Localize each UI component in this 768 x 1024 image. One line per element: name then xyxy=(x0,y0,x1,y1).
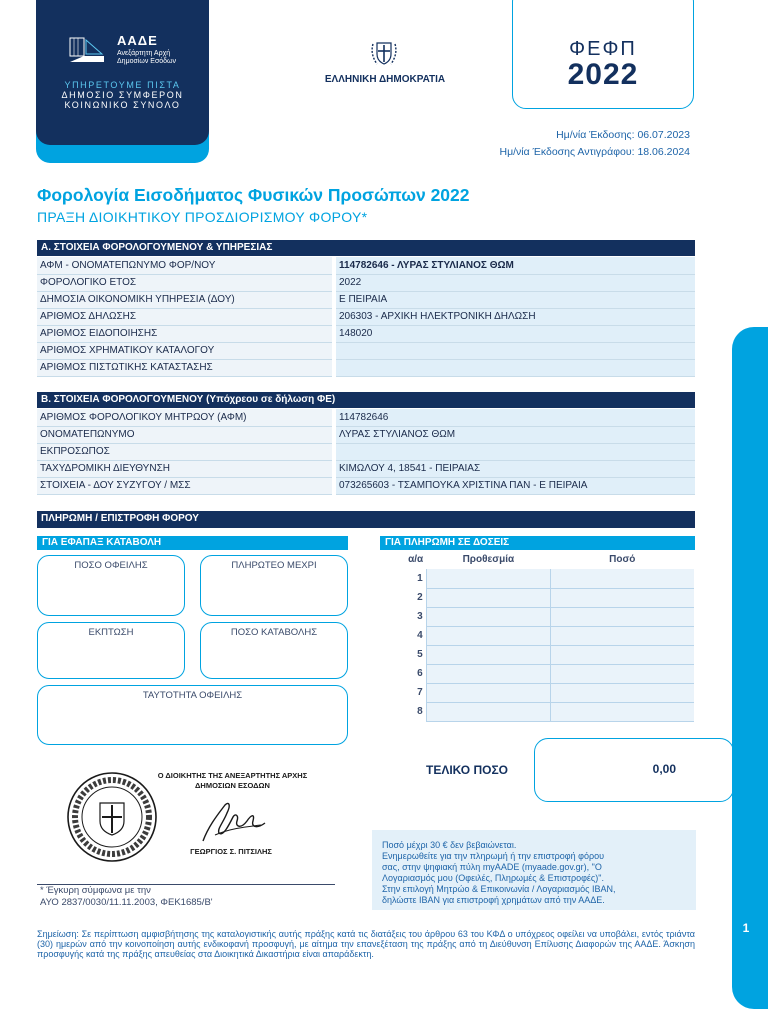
form-code: ΦΕΦΠ xyxy=(569,38,637,60)
row-label: ΑΡΙΘΜΟΣ ΧΡΗΜΑΤΙΚΟΥ ΚΑΤΑΛΟΓΟΥ xyxy=(37,342,332,359)
installment-due xyxy=(426,664,550,683)
row-label: ΑΡΙΘΜΟΣ ΔΗΛΩΣΗΣ xyxy=(37,308,332,325)
table-row xyxy=(374,607,694,626)
installment-due xyxy=(426,626,550,645)
installment-due xyxy=(426,683,550,702)
installment-number: 1 xyxy=(417,573,423,584)
discount-label: ΕΚΠΤΩΣΗ xyxy=(88,627,134,638)
issue-date: Ημ/νία Έκδοσης: 06.07.2023 xyxy=(556,129,690,141)
table-row xyxy=(37,308,695,325)
signatory-title-line: Ο ΔΙΟΙΚΗΤΗΣ ΤΗΣ ΑΝΕΞΑΡΤΗΤΗΣ ΑΡΧΗΣ xyxy=(157,771,308,780)
table-row xyxy=(37,426,695,443)
header-navy-band xyxy=(36,0,209,145)
form-year: 2022 xyxy=(567,58,639,91)
slogan-line: ΚΟΙΝΩΝΙΚΟ ΣΥΝΟΛΟ xyxy=(64,100,181,110)
row-value xyxy=(336,443,695,460)
installment-amount xyxy=(551,683,694,702)
installment-number: 2 xyxy=(417,592,423,603)
payable-until-label: ΠΛΗΡΩΤΕΟ ΜΕΧΡΙ xyxy=(231,560,317,571)
note-line: δηλώστε IBAN για επιστροφή χρημάτων από την ΑΑΔΕ. xyxy=(382,895,605,905)
installments-header-row xyxy=(374,550,694,569)
table-row xyxy=(37,477,695,494)
agency-slogan xyxy=(36,80,209,110)
payable-until-box xyxy=(200,555,348,616)
table-row xyxy=(37,291,695,308)
row-label: ΑΡΙΘΜΟΣ ΠΙΣΤΩΤΙΚΗΣ ΚΑΤΑΣΤΑΣΗΣ xyxy=(37,359,332,376)
installment-amount xyxy=(551,569,694,588)
installment-due xyxy=(426,588,550,607)
table-row xyxy=(37,359,695,376)
republic-label: ΕΛΛΗΝΙΚΗ ΔΗΜΟΚΡΑΤΙΑ xyxy=(324,74,446,85)
greek-emblem-icon xyxy=(367,38,401,70)
col-aa: α/α xyxy=(408,554,424,565)
legal-remark: Σημείωση: Σε περίπτωση αμφισβήτησης της καταλογιστικής αυτής πράξης κατά τις διατάξεις του άρθρου 63 του ΚΦΔ ο υπόχρεος οφείλει να υποβάλει, εντός τριάντα (30) ημερών από την κοινοποίηση αυτής ενδικοφανή προσφυγή, με αίτημα την επανεξέταση της πράξης από τη Διεύθυνση Επίλυσης Διαφορών της ΑΑΔΕ. Άσκηση προσφυγής κατά της πράξης απευθείας στα Διοικητικά Δικαστήρια είναι απαράδεκτη. xyxy=(37,929,695,959)
document-subtitle: ΠΡΑΞΗ ΔΙΟΙΚΗΤΙΚΟΥ ΠΡΟΣΔΙΟΡΙΣΜΟΥ ΦΟΡΟΥ* xyxy=(37,209,368,225)
table-row xyxy=(374,702,694,721)
note-line: Ποσό μέχρι 30 € δεν βεβαιώνεται. xyxy=(382,840,517,850)
section-a-header: Α. ΣΤΟΙΧΕΙΑ ΦΟΡΟΛΟΓΟΥΜΕΝΟΥ & ΥΠΗΡΕΣΙΑΣ xyxy=(37,240,695,256)
row-label: ΣΤΟΙΧΕΙΑ - ΔΟΥ ΣΥΖΥΓΟΥ / ΜΣΣ xyxy=(37,477,332,494)
table-row xyxy=(374,588,694,607)
row-value xyxy=(336,359,695,376)
table-row xyxy=(374,683,694,702)
signatory-title-line: ΔΗΜΟΣΙΩΝ ΕΣΟΔΩΝ xyxy=(195,781,270,790)
installment-number: 8 xyxy=(417,706,423,717)
row-value: ΚΙΜΩΛΟΥ 4, 18541 - ΠΕΙΡΑΙΑΣ xyxy=(336,460,695,477)
table-row xyxy=(37,460,695,477)
installments-table xyxy=(374,550,694,722)
agency-subtitle-line: Ανεξάρτητη Αρχή xyxy=(117,50,171,57)
payment-info-note xyxy=(372,830,696,910)
row-label: ΦΟΡΟΛΟΓΙΚΟ ΕΤΟΣ xyxy=(37,274,332,291)
installment-amount xyxy=(551,664,694,683)
row-label: ΟΝΟΜΑΤΕΠΩΝΥΜΟ xyxy=(37,426,332,443)
section-b-table xyxy=(37,409,695,495)
agency-subtitle xyxy=(117,50,176,66)
row-value: 206303 - ΑΡΧΙΚΗ ΗΛΕΚΤΡΟΝΙΚΗ ΔΗΛΩΣΗ xyxy=(336,308,695,325)
signatory-title xyxy=(145,771,320,791)
section-a-table xyxy=(37,257,695,377)
page-side-tab xyxy=(732,327,768,1009)
row-value: 073265603 - ΤΣΑΜΠΟΥΚΑ ΧΡΙΣΤΙΝΑ ΠΑΝ - Ε ΠΕΙΡΑΙΑ xyxy=(336,477,695,494)
installment-amount xyxy=(551,702,694,721)
col-due-date: Προθεσμία xyxy=(462,554,515,565)
table-row xyxy=(37,325,695,342)
section-b-header: Β. ΣΤΟΙΧΕΙΑ ΦΟΡΟΛΟΓΟΥΜΕΝΟΥ (Υπόχρεου σε δήλωση ΦΕ) xyxy=(37,392,695,408)
row-label: ΕΚΠΡΟΣΩΠΟΣ xyxy=(37,443,332,460)
table-row xyxy=(37,274,695,291)
table-row xyxy=(374,626,694,645)
row-value: Ε ΠΕΙΡΑΙΑ xyxy=(336,291,695,308)
document-title: Φορολογία Εισοδήματος Φυσικών Προσώπων 2022 xyxy=(37,185,470,205)
slogan-line: ΔΗΜΟΣΙΟ ΣΥΜΦΕΡΟΝ xyxy=(61,90,184,100)
note-line: Λογαριασμός μου (Οφειλές, Πληρωμές & Επιστροφές)". xyxy=(382,873,604,883)
row-value: 2022 xyxy=(336,274,695,291)
lump-sum-header: ΓΙΑ ΕΦΑΠΑΞ ΚΑΤΑΒΟΛΗ xyxy=(37,536,348,550)
debt-id-label: ΤΑΥΤΟΤΗΤΑ ΟΦΕΙΛΗΣ xyxy=(142,690,243,701)
final-amount-label: ΤΕΛΙΚΟ ΠΟΣΟ xyxy=(426,763,508,777)
installment-amount xyxy=(551,588,694,607)
amount-due-label: ΠΟΣΟ ΟΦΕΙΛΗΣ xyxy=(74,560,148,571)
footnote-line: ΑΥΟ 2837/0030/11.11.2003, ΦΕΚ1685/Β' xyxy=(40,897,213,908)
agency-subtitle-line: Δημοσίων Εσόδων xyxy=(117,58,177,65)
row-label: ΑΡΙΘΜΟΣ ΕΙΔΟΠΟΙΗΣΗΣ xyxy=(37,325,332,342)
table-row xyxy=(37,443,695,460)
installment-due xyxy=(426,569,550,588)
installment-amount xyxy=(551,626,694,645)
row-label: ΤΑΧΥΔΡΟΜΙΚΗ ΔΙΕΥΘΥΝΣΗ xyxy=(37,460,332,477)
row-value: 148020 xyxy=(336,325,695,342)
payment-amount-box xyxy=(200,622,348,679)
row-label: ΑΦΜ - ΟΝΟΜΑΤΕΠΩΝΥΜΟ ΦΟΡ/ΝΟΥ xyxy=(37,257,332,274)
aade-header-block xyxy=(36,0,209,163)
agency-name: ΑΑΔΕ xyxy=(117,33,158,48)
installment-due xyxy=(426,645,550,664)
table-row xyxy=(374,664,694,683)
table-row xyxy=(374,645,694,664)
installment-number: 3 xyxy=(417,611,423,622)
aade-logo-icon xyxy=(66,34,108,68)
copy-issue-date: Ημ/νία Έκδοσης Αντιγράφου: 18.06.2024 xyxy=(499,146,690,158)
table-row xyxy=(374,569,694,588)
signatory-name: ΓΕΩΡΓΙΟΣ Σ. ΠΙΤΣΙΛΗΣ xyxy=(190,847,272,856)
installment-amount xyxy=(551,607,694,626)
footnote-line: * Έγκυρη σύμφωνα με την xyxy=(40,885,151,896)
installment-due xyxy=(426,607,550,626)
payment-header: ΠΛΗΡΩΜΗ / ΕΠΙΣΤΡΟΦΗ ΦΟΡΟΥ xyxy=(37,511,695,528)
page-number: 1 xyxy=(742,921,750,935)
installments-header: ΓΙΑ ΠΛΗΡΩΜΗ ΣΕ ΔΟΣΕΙΣ xyxy=(380,536,695,550)
col-amount: Ποσό xyxy=(609,554,636,565)
table-row xyxy=(37,257,695,274)
row-value: 114782646 - ΛΥΡΑΣ ΣΤΥΛΙΑΝΟΣ ΘΩΜ xyxy=(336,257,695,274)
row-value: 114782646 xyxy=(336,409,695,426)
installment-number: 7 xyxy=(417,687,423,698)
installment-due xyxy=(426,702,550,721)
debt-id-box xyxy=(37,685,348,745)
slogan-line: ΥΠΗΡΕΤΟΥΜΕ ΠΙΣΤΑ xyxy=(64,80,181,90)
row-value: ΛΥΡΑΣ ΣΤΥΛΙΑΝΟΣ ΘΩΜ xyxy=(336,426,695,443)
handwritten-signature xyxy=(195,795,275,847)
note-line: σας, στην ψηφιακή πύλη myAADE (myaade.gov.gr), "Ο xyxy=(382,862,602,872)
installment-amount xyxy=(551,645,694,664)
table-row xyxy=(37,409,695,426)
final-amount-value: 0,00 xyxy=(652,762,676,776)
installment-number: 6 xyxy=(417,668,423,679)
discount-box xyxy=(37,622,185,679)
note-line: Ενημερωθείτε για την πληρωμή ή την επιστροφή φόρου xyxy=(382,851,605,861)
installment-number: 5 xyxy=(417,649,423,660)
amount-due-box xyxy=(37,555,185,616)
table-row xyxy=(37,342,695,359)
installment-number: 4 xyxy=(417,630,423,641)
row-label: ΑΡΙΘΜΟΣ ΦΟΡΟΛΟΓΙΚΟΥ ΜΗΤΡΩΟΥ (ΑΦΜ) xyxy=(37,409,332,426)
note-line: Στην επιλογή Μητρώο & Επικοινωνία / Λογαριασμός IBAN, xyxy=(382,884,616,894)
row-value xyxy=(336,342,695,359)
payment-amount-label: ΠΟΣΟ ΚΑΤΑΒΟΛΗΣ xyxy=(230,627,318,638)
row-label: ΔΗΜΟΣΙΑ ΟΙΚΟΝΟΜΙΚΗ ΥΠΗΡΕΣΙΑ (ΔΟΥ) xyxy=(37,291,332,308)
